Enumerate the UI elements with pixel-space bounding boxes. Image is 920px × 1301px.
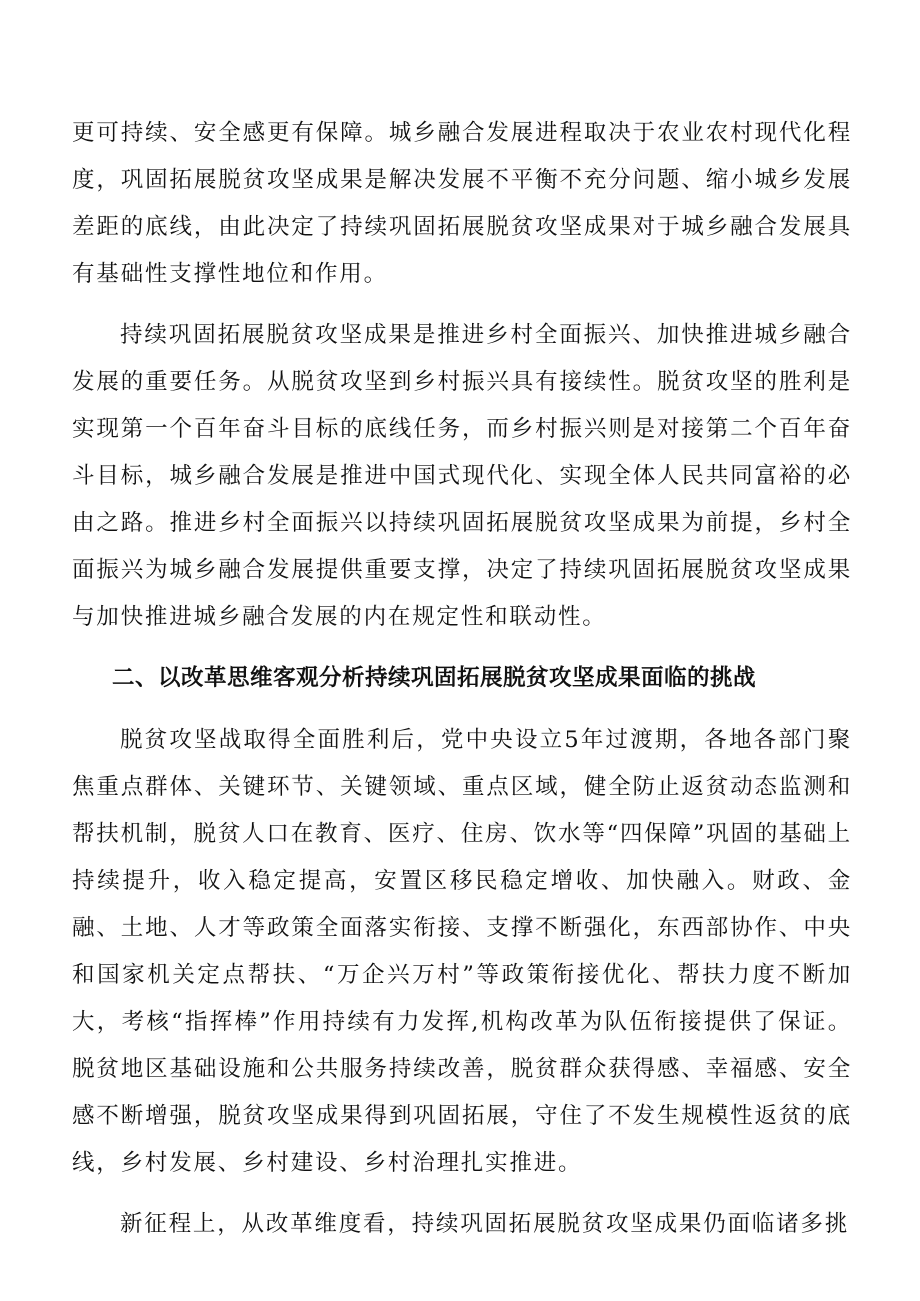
paragraph-rural-revitalization: 持续巩固拓展脱贫攻坚成果是推进乡村全面振兴、加快推进城乡融合发展的重要任务。从脱贫攻坚到乡村振兴具有接续性。脱贫攻坚的胜利是实现第一个百年奋斗目标的底线任务，而乡村振兴则是对接第二个百年奋斗目标，城乡融合发展是推进中国式现代化、实现全体人民共同富裕的必由之路。推进乡村全面振兴以持续巩固拓展脱贫攻坚成果为前提，乡村全面振兴为城乡融合发展提供重要支撑，决定了持续巩固拓展脱贫攻坚成果与加快推进城乡融合发展的内在规定性和联动性。 xyxy=(72,322,852,630)
section-heading: 二、以改革思维客观分析持续巩固拓展脱贫攻坚成果面临的挑战 xyxy=(112,665,757,691)
paragraph-challenges-start: 新征程上，从改革维度看，持续巩固拓展脱贫攻坚成果仍面临诸多挑 xyxy=(120,1211,850,1237)
paragraph-continuation: 更可持续、安全感更有保障。城乡融合发展进程取决于农业农村现代化程度，巩固拓展脱贫攻坚成果是解决发展不平衡不充分问题、缩小城乡发展差距的底线，由此决定了持续巩固拓展脱贫攻坚成果对于城乡融合发展具有基础性支撑性地位和作用。 xyxy=(72,120,852,287)
paragraph-achievements: 脱贫攻坚战取得全面胜利后，党中央设立5年过渡期，各地各部门聚焦重点群体、关键环节、关键领域、重点区域，健全防止返贫动态监测和帮扶机制，脱贫人口在教育、医疗、住房、饮水等“四保障”巩固的基础上持续提升，收入稳定提高，安置区移民稳定增收、加快融入。财政、金融、土地、人才等政策全面落实衔接、支撑不断强化，东西部协作、中央和国家机关定点帮扶、“万企兴万村”等政策衔接优化、帮扶力度不断加大，考核“指挥棒”作用持续有力发挥,机构改革为队伍衔接提供了保证。脱贫地区基础设施和公共服务持续改善，脱贫群众获得感、幸福感、安全感不断增强，脱贫攻坚成果得到巩固拓展，守住了不发生规模性返贫的底线，乡村发展、乡村建设、乡村治理扎实推进。 xyxy=(72,727,852,1176)
